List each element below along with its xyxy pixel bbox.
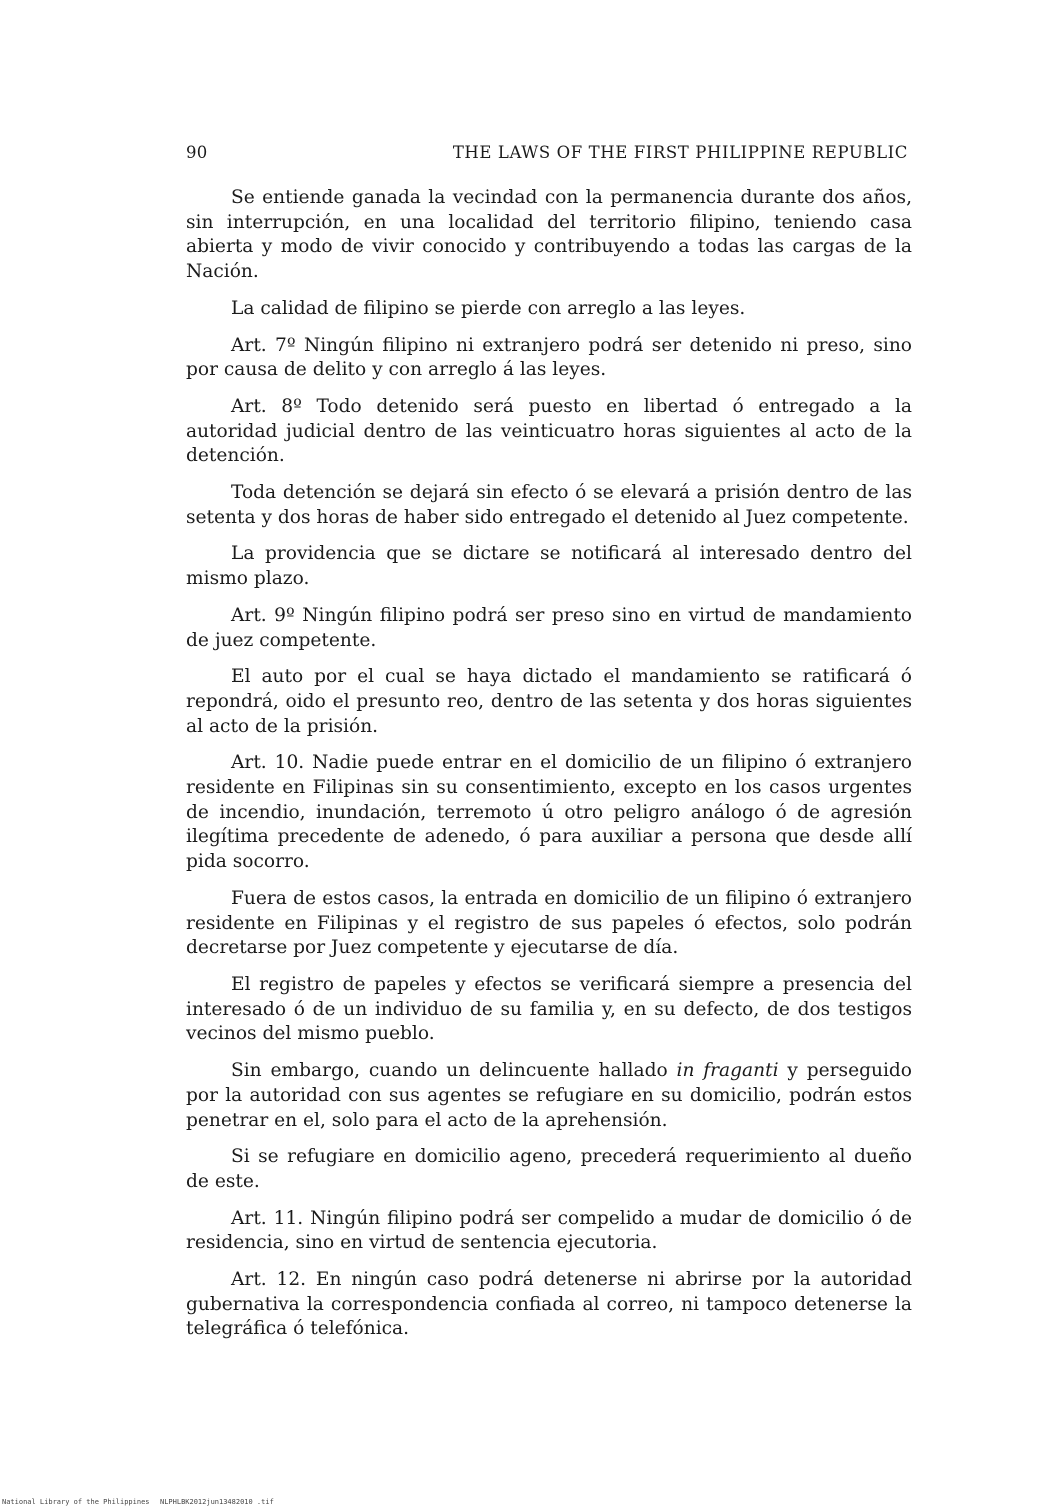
article-8: Art. 8º Todo detenido será puesto en libertad ó entregado a la autoridad judicial dentro de las veinticuatro horas siguientes al acto de la detención. <box>186 395 912 467</box>
paragraph-providencia: La providencia que se dictare se notificará al interesado dentro del mismo plazo. <box>186 543 912 590</box>
library-credit: National Library of the Philippines <box>2 1498 150 1506</box>
in-fraganti-italic: in fraganti <box>676 1060 779 1082</box>
paragraph-detencion: Toda detención se dejará sin efecto ó se elevará a prisión dentro de las setenta y dos horas de haber sido entregado el detenido al Juez competente. <box>186 482 912 528</box>
paragraph-fuera: Fuera de estos casos, la entrada en domicilio de un filipino ó extranjero residente en Filipinas y el registro de sus papeles ó efectos, solo podrán decretarse por Juez competente y ejecutarse de día. <box>186 887 912 959</box>
paragraph-refugiare: Si se refugiare en domicilio ageno, precederá requerimiento al dueño de este. <box>186 1146 912 1192</box>
article-11: Art. 11. Ningún filipino podrá ser compelido a mudar de domicilio ó de residencia, sino en virtud de sentencia ejecutoria. <box>186 1207 912 1254</box>
paragraph-sin-embargo <box>186 1059 912 1133</box>
paragraph-registro: El registro de papeles y efectos se verificará siempre a presencia del interesado ó de un individuo de su familia y, en su defecto, de dos testigos vecinos del mismo pueblo. <box>186 973 912 1045</box>
page-body <box>186 186 912 1354</box>
scan-footer <box>0 1494 1064 1508</box>
page-number: 90 <box>186 143 208 162</box>
paragraph-calidad: La calidad de filipino se pierde con arreglo a las leyes. <box>231 297 746 319</box>
article-7: Art. 7º Ningún filipino ni extranjero podrá ser detenido ni preso, sino por causa de delito y con arreglo á las leyes. <box>186 334 912 381</box>
article-10: Art. 10. Nadie puede entrar en el domicilio de un filipino ó extranjero residente en Filipinas sin su consentimiento, excepto en los casos urgentes de incendio, inundación, terremoto ú otro peligro análogo ó de agresión ilegítima precedente de adenedo, ó para auxiliar a persona que desde allí pida socorro. <box>186 752 912 873</box>
sin-embargo-text-a: Sin embargo, cuando un delincuente hallado <box>231 1060 677 1082</box>
running-title: THE LAWS OF THE FIRST PHILIPPINE REPUBLIC <box>452 143 908 162</box>
article-12: Art. 12. En ningún caso podrá detenerse ni abrirse por la autoridad gubernativa la correspondencia confiada al correo, ni tampoco detenerse la telegráfica ó telefónica. <box>186 1269 912 1340</box>
scan-code: NLPHLBK2012jun13482010 .tif <box>160 1498 274 1506</box>
paragraph-vecindad: Se entiende ganada la vecindad con la permanencia durante dos años, sin interrupción, en una localidad del territorio filipino, teniendo casa abierta y modo de vivir conocido y contribuyendo a todas las cargas de la Nación. <box>186 187 912 283</box>
sin-embargo-text-b: y perseguido por la autoridad con sus agentes se refugiare en su domicilio, podrán estos penetrar en el, solo para el acto de la aprehensión. <box>186 1060 912 1131</box>
article-9: Art. 9º Ningún filipino podrá ser preso sino en virtud de mandamiento de juez competente. <box>186 604 912 651</box>
paragraph-auto: El auto por el cual se haya dictado el mandamiento se ratificará ó repondrá, oido el presunto reo, dentro de las setenta y dos horas siguientes al acto de la prisión. <box>186 666 912 737</box>
